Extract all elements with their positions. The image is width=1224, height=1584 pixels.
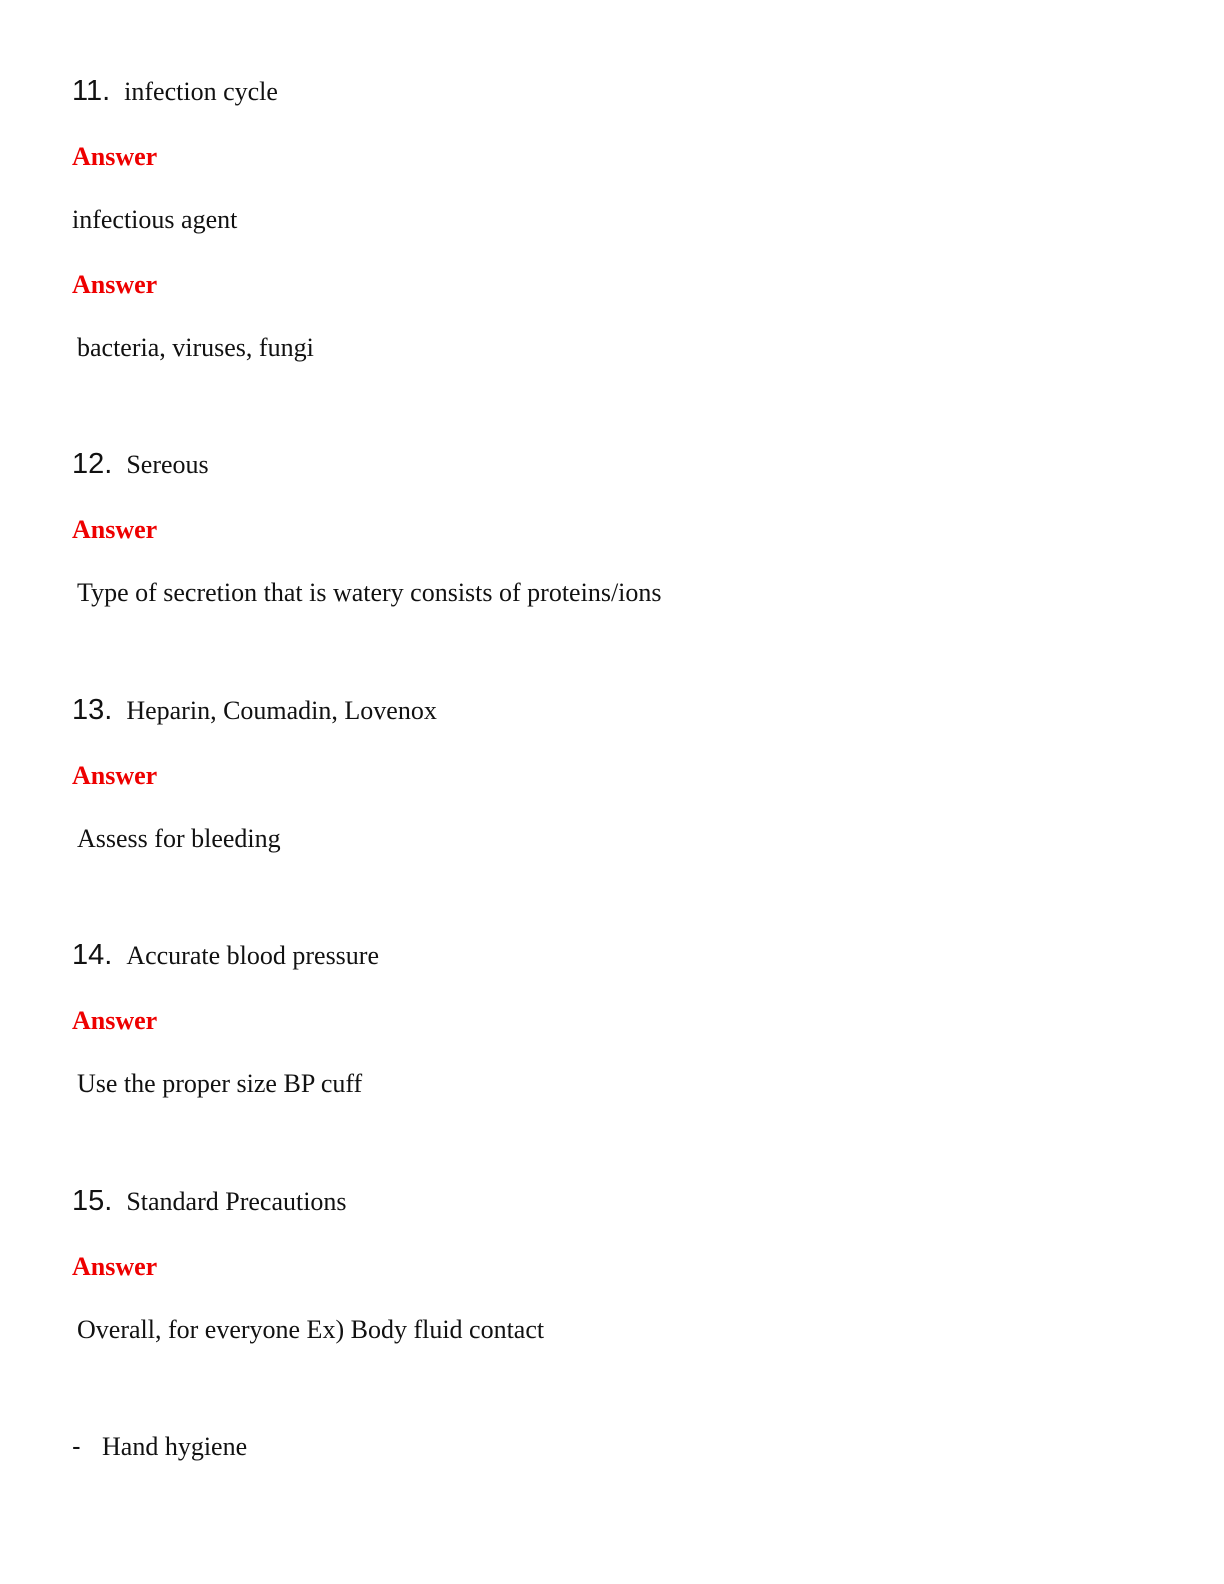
bullet-text: Hand hygiene	[102, 1432, 248, 1461]
question-term: Sereous	[126, 450, 209, 479]
answer-text: bacteria, viruses, fungi	[77, 333, 314, 362]
bullet-dash: -	[72, 1431, 81, 1461]
question-number: 12.	[72, 448, 113, 480]
question-number: 13.	[72, 694, 113, 726]
question-term: Accurate blood pressure	[126, 941, 380, 970]
answer-text: Use the proper size BP cuff	[77, 1069, 363, 1098]
answer-label: Answer	[72, 1252, 158, 1281]
question-15	[72, 1187, 347, 1216]
question-number: 15.	[72, 1185, 113, 1217]
question-term: infection cycle	[124, 77, 278, 106]
question-14	[72, 941, 379, 970]
question-term: Standard Precautions	[126, 1187, 347, 1216]
answer-label: Answer	[72, 761, 158, 790]
bullet-item	[72, 1433, 247, 1460]
answer-label: Answer	[72, 270, 158, 299]
answer-label: Answer	[72, 142, 158, 171]
question-12	[72, 450, 209, 479]
question-term: Heparin, Coumadin, Lovenox	[126, 696, 437, 725]
answer-label: Answer	[72, 515, 158, 544]
answer-label: Answer	[72, 1006, 158, 1035]
question-number: 11.	[72, 75, 111, 107]
question-number: 14.	[72, 939, 113, 971]
answer-text: Overall, for everyone Ex) Body fluid contact	[77, 1315, 545, 1344]
answer-text: infectious agent	[72, 205, 238, 234]
answer-text: Type of secretion that is watery consists of proteins/ions	[77, 578, 662, 607]
question-11	[72, 77, 278, 106]
question-13	[72, 696, 437, 725]
answer-text: Assess for bleeding	[77, 824, 281, 853]
